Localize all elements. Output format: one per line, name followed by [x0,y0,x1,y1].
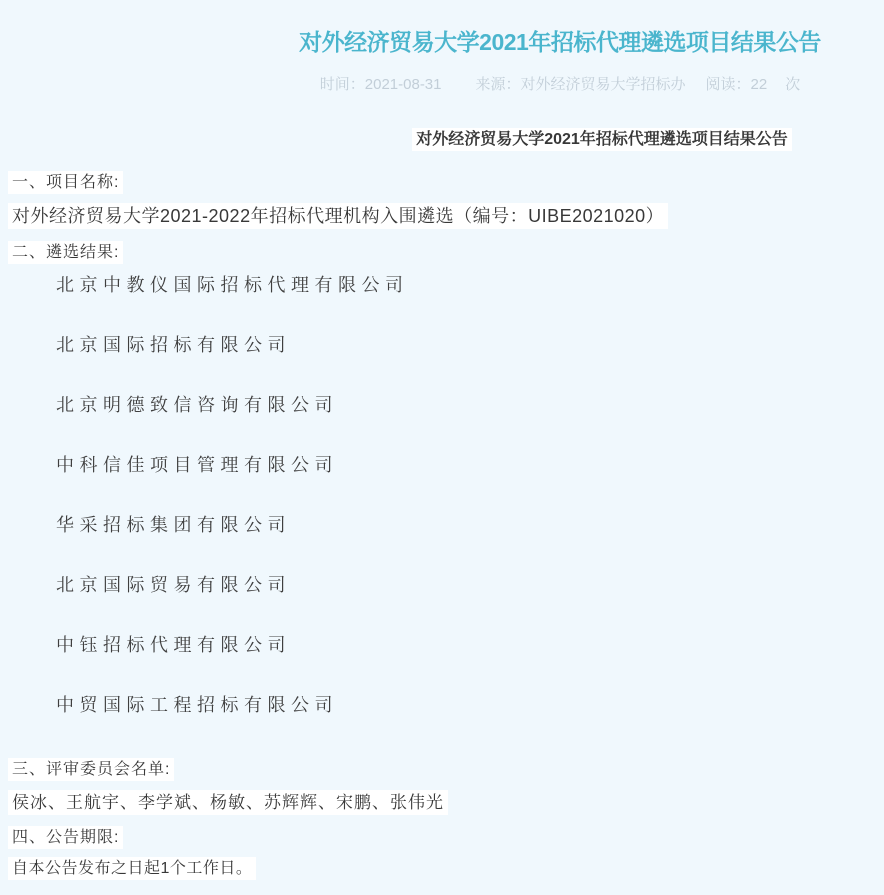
company-name: 中贸国际工程招标有限公司 [56,695,338,715]
section-heading-1: 一、项目名称: [8,172,876,193]
meta-source-value: 对外经济贸易大学招标办 [520,76,686,93]
page-title: 对外经济贸易大学2021年招标代理遴选项目结果公告 [299,29,821,55]
section-heading-4: 四、公告期限: [8,827,876,848]
notice-period: 自本公告发布之日起1个工作日。 [8,857,876,880]
meta-views-label: 阅读： [705,76,751,93]
section-heading-3: 三、评审委员会名单: [8,759,876,780]
company-name: 华采招标集团有限公司 [56,515,291,535]
company-name: 北京国际贸易有限公司 [56,575,291,595]
committee-members: 侯冰、王航宇、李学斌、杨敏、苏辉辉、宋鹏、张伟光 [8,791,876,814]
company-name: 北京中教仪国际招标代理有限公司 [56,275,409,295]
meta-time-value: 2021-08-31 [364,76,442,93]
article-body [0,130,884,880]
meta-views-value: 22 [750,76,768,93]
section-heading-2: 二、遴选结果: [8,242,876,263]
company-list [8,276,876,715]
doc-title: 对外经济贸易大学2021年招标代理遴选项目结果公告 [8,130,876,150]
meta-time-label: 时间： [319,76,365,93]
meta-views-unit: 次 [785,76,801,93]
company-name: 北京国际招标有限公司 [56,335,291,355]
project-name: 对外经济贸易大学2021-2022年招标代理机构入围遴选（编号：UIBE2021020） [8,204,876,229]
article-header [0,0,884,94]
company-name: 中科信佳项目管理有限公司 [56,455,338,475]
meta-source-label: 来源： [475,76,521,93]
article-meta [0,76,884,94]
company-name: 北京明德致信咨询有限公司 [56,395,338,415]
company-name: 中钰招标代理有限公司 [56,635,291,655]
